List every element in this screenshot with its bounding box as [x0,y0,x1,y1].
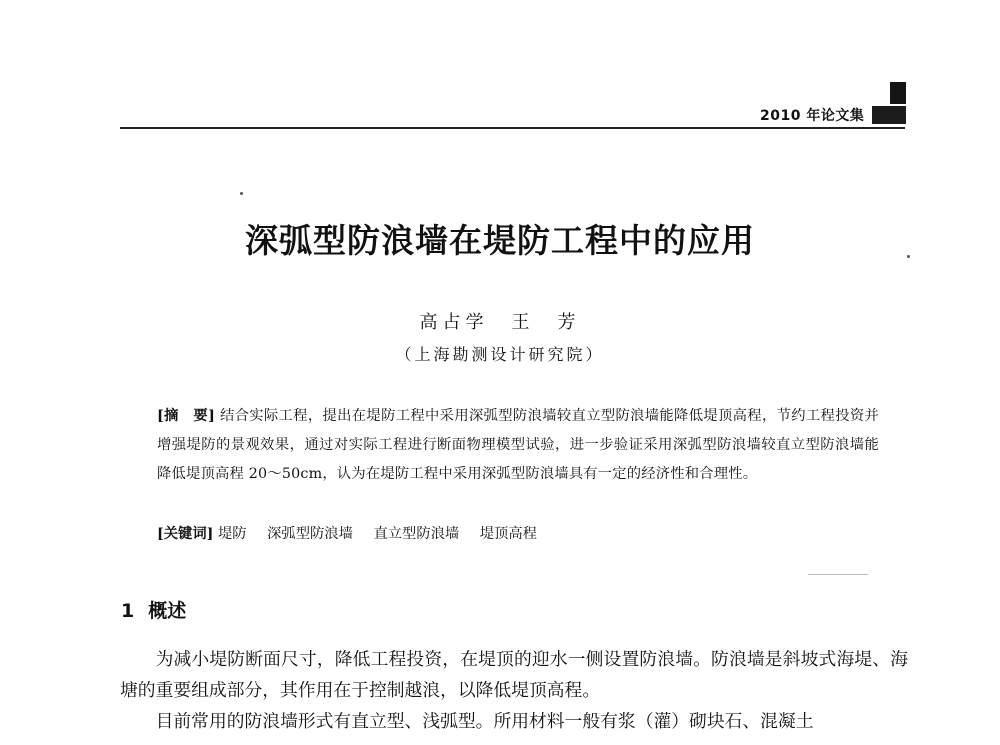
keywords [157,520,879,549]
running-header: 2010 年论文集 [760,108,865,124]
section-title: 概述 [148,600,187,622]
scan-dash [808,574,868,575]
keywords-label: [关键词] [157,526,214,542]
affiliation: （上海勘测设计研究院） [395,345,605,364]
scan-speck [240,192,243,195]
keyword: 直立型防浪墙 [373,526,460,542]
authors: 高占学 王 芳 [419,312,581,333]
abstract-text: 结合实际工程，提出在堤防工程中采用深弧型防浪墙较直立型防浪墙能降低堤顶高程，节约工程投资并增强堤防的景观效果，通过对实际工程进行断面物理模型试验，进一步验证采用深弧型防浪墙较直立型防浪墙能降低堤顶高程 20～50cm，认为在堤防工程中采用深弧型防浪墙具有一定的经济性和合理性。 [157,408,879,482]
keyword: 深弧型防浪墙 [267,526,353,542]
abstract-label: [摘 要] [157,408,216,424]
header-rule [120,127,905,129]
abstract [157,402,879,489]
header-mark [890,82,906,104]
body-paragraph: 为减小堤防断面尺寸，降低工程投资，在堤顶的迎水一侧设置防浪墙。防浪墙是斜坡式海堤、海塘的重要组成部分，其作用在于控制越浪，以降低堤顶高程。 [120,649,908,701]
section-body [120,644,908,737]
paper-title: 深弧型防浪墙在堤防工程中的应用 [245,221,755,260]
header-logo-icon [872,106,906,124]
body-paragraph: 目前常用的防浪墙形式有直立型、浅弧型。所用材料一般有浆（灌）砌块石、混凝土 [155,711,814,732]
keyword: 堤防 [217,526,247,542]
section-heading [121,596,186,623]
section-number: 1 [121,600,135,622]
keyword: 堤顶高程 [479,526,537,542]
